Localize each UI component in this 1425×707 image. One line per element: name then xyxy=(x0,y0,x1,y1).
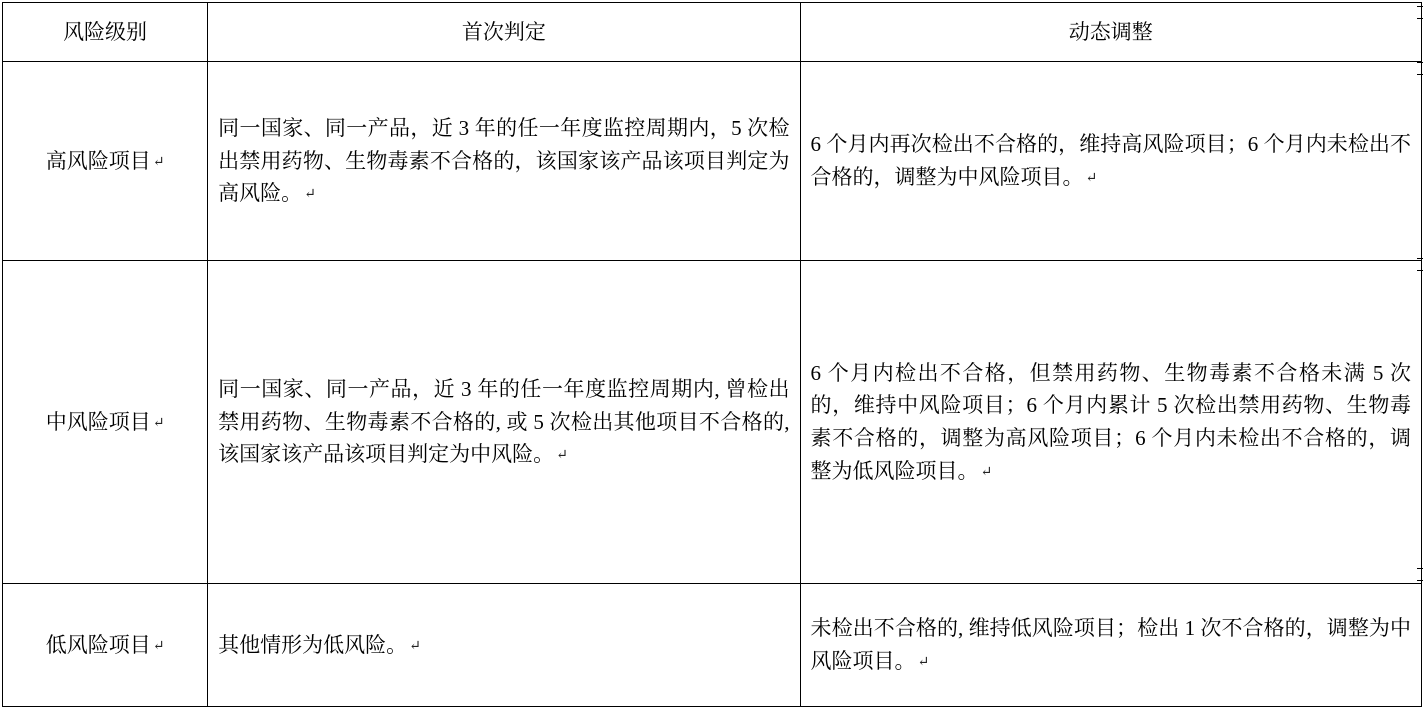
column-header-first-determination: 首次判定 xyxy=(208,3,800,62)
cell-dynamic-adjustment-high xyxy=(800,62,1421,261)
paragraph-mark: ↵ xyxy=(917,655,930,670)
cell-text: 同一国家、同一产品，近 3 年的任一年度监控周期内, 曾检出禁用药物、生物毒素不合格的, 或 5 次检出其他项目不合格的, 该国家该产品该项目判定为中风险。 xyxy=(218,377,790,467)
risk-level-label: 中风险项目 xyxy=(45,409,151,434)
document-page xyxy=(0,2,1425,673)
cell-risk-level-low xyxy=(3,584,208,707)
paragraph-mark: ↵ xyxy=(980,464,993,480)
paragraph-mark: ↵ xyxy=(304,187,316,203)
cell-dynamic-adjustment-medium xyxy=(800,261,1421,584)
cell-text: 6 个月内检出不合格，但禁用药物、生物毒素不合格未满 5 次的，维持中风险项目；6 个月内累计 5 次检出禁用药物、生物毒素不合格的，调整为高风险项目；6 个月内未检出不合格的，调整为低风险项目。 xyxy=(810,360,1411,483)
risk-level-table xyxy=(2,2,1422,707)
column-header-dynamic-adjustment: 动态调整 xyxy=(800,3,1421,62)
margin-tick xyxy=(1417,568,1423,569)
cell-text: 其他情形为低风险。 xyxy=(218,632,408,657)
table-row xyxy=(3,584,1422,707)
table-row xyxy=(3,62,1422,261)
paragraph-mark: ↵ xyxy=(152,154,165,170)
paragraph-mark: ↵ xyxy=(152,415,165,431)
margin-tick xyxy=(1417,62,1423,63)
margin-tick xyxy=(1417,580,1423,581)
paragraph-mark: ↵ xyxy=(1085,171,1098,186)
paragraph-mark: ↵ xyxy=(409,638,421,654)
paragraph-mark: ↵ xyxy=(556,448,568,464)
table-header-row xyxy=(3,3,1422,62)
margin-tick xyxy=(1417,18,1423,19)
margin-tick xyxy=(1417,258,1423,259)
table-row xyxy=(3,261,1422,584)
cell-dynamic-adjustment-low xyxy=(800,584,1421,707)
paragraph-mark: ↵ xyxy=(152,638,165,654)
risk-level-label: 高风险项目 xyxy=(45,148,151,173)
cell-first-determination-medium xyxy=(208,261,800,584)
margin-tick xyxy=(1417,74,1423,75)
column-header-risk-level: 风险级别 xyxy=(3,3,208,62)
cell-text: 6 个月内再次检出不合格的，维持高风险项目；6 个月内未检出不合格的，调整为中风险项目。 xyxy=(810,132,1411,189)
margin-tick xyxy=(1417,270,1423,271)
margin-tick xyxy=(1417,6,1423,7)
cell-risk-level-high xyxy=(3,62,208,261)
cell-text: 未检出不合格的, 维持低风险项目；检出 1 次不合格的，调整为中风险项目。 xyxy=(810,616,1411,673)
cell-text: 同一国家、同一产品，近 3 年的任一年度监控周期内，5 次检出禁用药物、生物毒素不合格的，该国家该产品该项目判定为高风险。 xyxy=(218,116,790,206)
risk-level-label: 低风险项目 xyxy=(45,632,151,657)
cell-risk-level-medium xyxy=(3,261,208,584)
cell-first-determination-low xyxy=(208,584,800,707)
cell-first-determination-high xyxy=(208,62,800,261)
